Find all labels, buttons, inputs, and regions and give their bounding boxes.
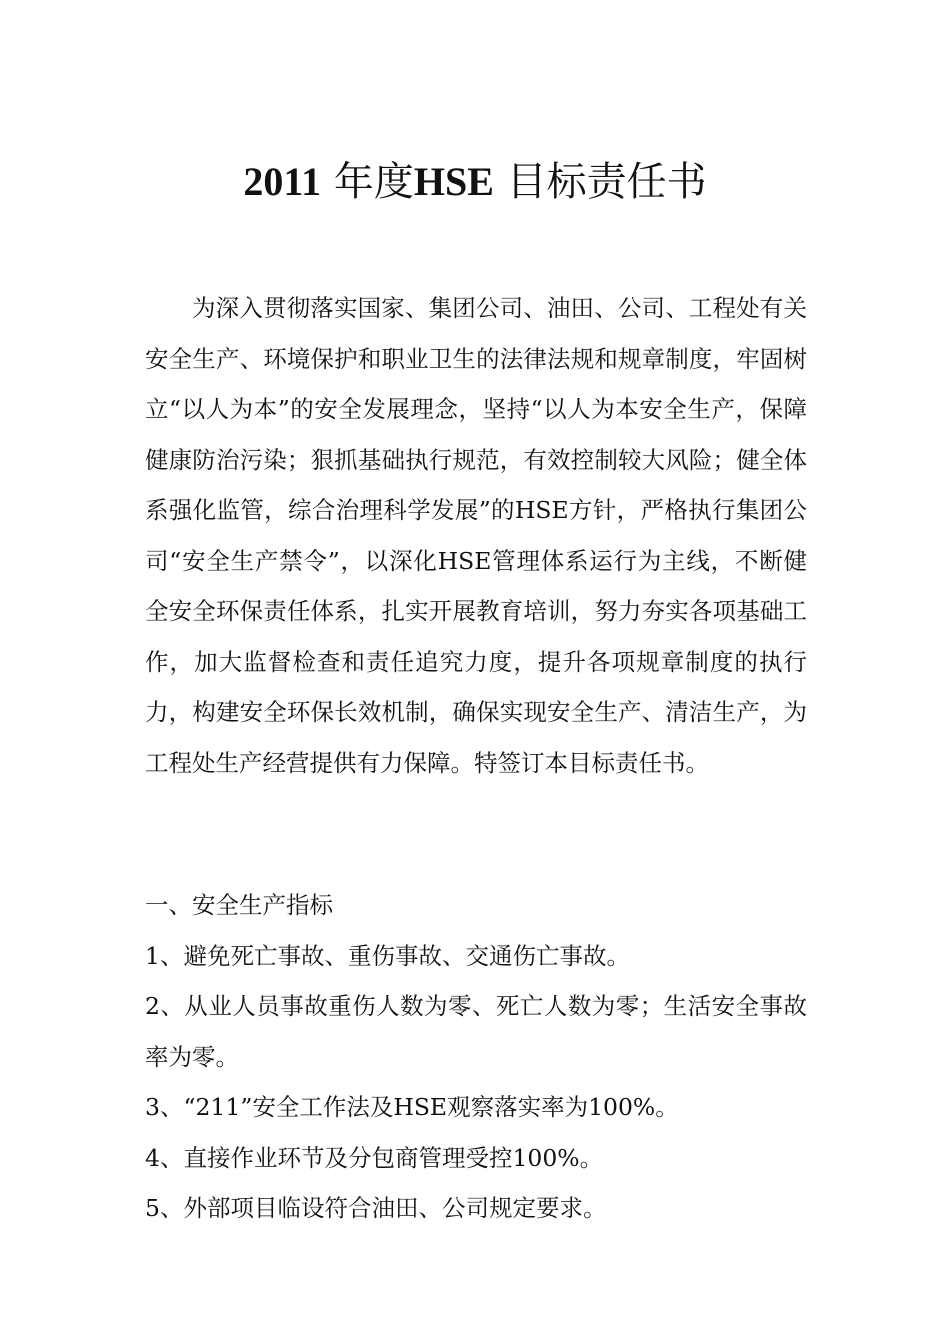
title-hse: HSE [413, 159, 494, 204]
section-heading: 一、安全生产指标 [145, 891, 333, 919]
intro-paragraph: 为深入贯彻落实国家、集团公司、油田、公司、工程处有关安全生产、环境保护和职业卫生的法律法规和规章制度，牢固树立“以人为本”的安全发展理念，坚持“以人为本安全生产，保障健康防治污染；狠抓基础执行规范，有效控制较大风险；健全体系强化监管，综合治理科学发展”的HSE方针，严格执行集团公司“安全生产禁令”，以深化HSE管理体系运行为主线，不断健全安全环保责任体系，扎实开展教育培训，努力夯实各项基础工作，加大监督检查和责任追究力度，提升各项规章制度的执行力，构建安全环保长效机制，确保实现安全生产、清洁生产，为工程处生产经营提供有力保障。特签订本目标责任书。 [145, 294, 807, 777]
title-rest: 目标责任书 [506, 159, 707, 205]
title-mid: 年度 [333, 159, 414, 205]
list-item: 2、从业人员事故重伤人数为零、死亡人数为零；生活安全事故率为零。 [145, 992, 807, 1071]
list-item: 5、外部项目临设符合油田、公司规定要求。 [145, 1194, 607, 1222]
safety-indicators-section [145, 880, 807, 1234]
list-item: 3、“211”安全工作法及HSE观察落实率为100%。 [145, 1093, 679, 1121]
title-year: 2011 [243, 159, 322, 204]
list-item: 1、避免死亡事故、重伤事故、交通伤亡事故。 [145, 941, 630, 970]
document-title [0, 152, 950, 212]
list-item: 4、直接作业环节及分包商管理受控100%。 [145, 1143, 604, 1172]
